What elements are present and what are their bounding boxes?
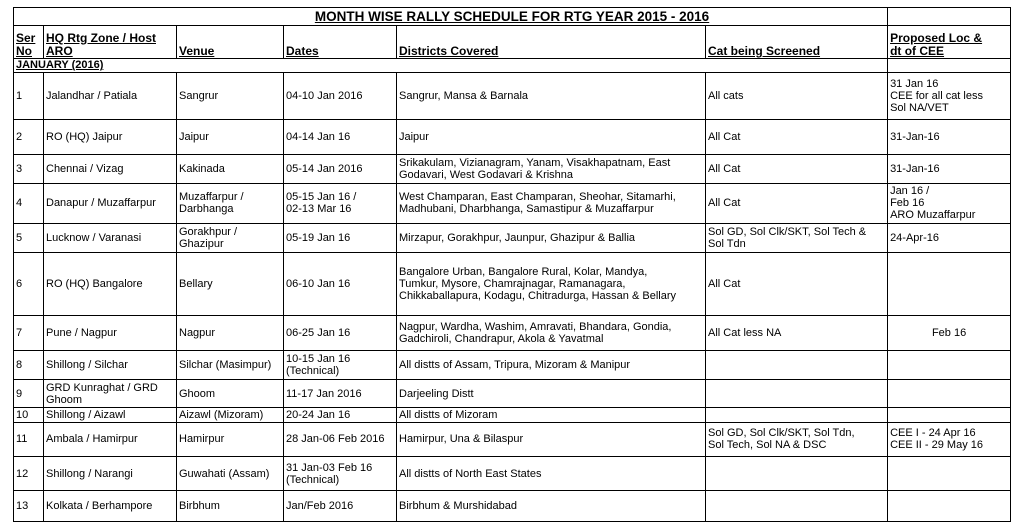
dates-cell <box>284 184 397 224</box>
loc-cell <box>888 184 1011 224</box>
dates-text: 05-14 Jan 2016 <box>286 162 363 175</box>
cat-cell <box>706 380 888 407</box>
loc-cell <box>888 223 1011 253</box>
loc-text: Sol NA/VET <box>890 102 949 115</box>
dates-text: Jan/Feb 2016 <box>286 500 354 513</box>
venue-cell <box>177 380 284 407</box>
ser-cell: 6 <box>14 253 44 316</box>
loc-cell <box>888 154 1011 184</box>
zone-text: Shillong / Aizawl <box>46 409 126 422</box>
venue-cell <box>177 154 284 184</box>
districts-text: Jaipur <box>399 130 429 143</box>
dates-text: (Technical) <box>286 365 340 378</box>
dates-cell <box>284 491 397 522</box>
header-loc-line1: Proposed Loc & <box>890 30 983 45</box>
districts-text: Madhubani, Dharbhanga, Samastipur & Muzaffarpur <box>399 203 654 216</box>
venue-cell <box>177 456 284 491</box>
zone-cell <box>44 154 177 184</box>
districts-text: All distts of Assam, Tripura, Mizoram & Manipur <box>399 359 631 372</box>
zone-text: Shillong / Narangi <box>46 467 133 480</box>
loc-text: 31 Jan 16 <box>890 78 939 91</box>
header-zone-line2: ARO <box>46 43 73 58</box>
venue-cell <box>177 423 284 457</box>
venue-cell <box>177 223 284 253</box>
loc-cell <box>888 253 1011 316</box>
districts-text: Tumkur, Mysore, Chamrajnagar, Ramanagara, <box>399 278 626 291</box>
cat-cell <box>706 350 888 380</box>
cat-text: Sol GD, Sol Clk/SKT, Sol Tdn, <box>708 427 855 440</box>
venue-text: Silchar (Masimpur) <box>179 359 272 372</box>
districts-text: Darjeeling Distt <box>399 387 474 400</box>
zone-text: Jalandhar / Patiala <box>46 90 138 103</box>
header-ser <box>14 26 44 59</box>
venue-cell <box>177 184 284 224</box>
dates-text: 04-10 Jan 2016 <box>286 90 363 103</box>
dates-cell <box>284 223 397 253</box>
districts-cell <box>397 407 706 422</box>
zone-cell <box>44 184 177 224</box>
districts-text: Srikakulam, Vizianagram, Yanam, Visakhapatnam, East <box>399 156 671 169</box>
header-loc-line2: dt of CEE <box>890 43 945 58</box>
cat-cell <box>706 407 888 422</box>
dates-text: 05-19 Jan 16 <box>286 231 351 244</box>
loc-cell <box>888 407 1011 422</box>
zone-cell <box>44 223 177 253</box>
loc-cell <box>888 423 1011 457</box>
ser-cell: 8 <box>14 350 44 380</box>
districts-cell <box>397 184 706 224</box>
districts-cell <box>397 316 706 351</box>
loc-text: CEE I - 24 Apr 16 <box>890 427 976 440</box>
ser-cell: 1 <box>14 73 44 120</box>
dates-text: 04-14 Jan 16 <box>286 130 351 143</box>
districts-text: All distts of Mizoram <box>399 409 498 422</box>
cat-cell <box>706 316 888 351</box>
venue-cell <box>177 491 284 522</box>
dates-cell <box>284 253 397 316</box>
loc-text: Jan 16 / <box>890 185 930 198</box>
venue-text: Jaipur <box>179 130 209 143</box>
districts-text: West Champaran, East Champaran, Sheohar, Sitamarhi, <box>399 191 676 204</box>
venue-text: Aizawl (Mizoram) <box>179 409 264 422</box>
dates-text: 06-25 Jan 16 <box>286 327 351 340</box>
zone-text: Ghoom <box>46 393 83 406</box>
zone-cell <box>44 407 177 422</box>
cat-text: All Cat <box>708 162 741 175</box>
venue-cell <box>177 407 284 422</box>
table-row <box>14 350 1011 380</box>
venue-text: Birbhum <box>179 500 220 513</box>
zone-cell <box>44 253 177 316</box>
loc-text: 31-Jan-16 <box>890 130 940 143</box>
districts-text: Bangalore Urban, Bangalore Rural, Kolar, Mandya, <box>399 266 648 279</box>
districts-cell <box>397 423 706 457</box>
districts-cell <box>397 154 706 184</box>
ser-cell: 9 <box>14 380 44 407</box>
venue-text: Ghazipur <box>179 237 224 250</box>
districts-cell <box>397 350 706 380</box>
venue-text: Darbhanga <box>179 203 234 216</box>
venue-text: Gorakhpur / <box>179 225 238 238</box>
districts-text: All distts of North East States <box>399 467 542 480</box>
dates-cell <box>284 407 397 422</box>
loc-text: CEE II - 29 May 16 <box>890 439 983 452</box>
loc-text: CEE for all cat less <box>890 90 983 103</box>
zone-text: Ambala / Hamirpur <box>46 433 138 446</box>
zone-text: RO (HQ) Bangalore <box>46 278 143 291</box>
dates-cell <box>284 456 397 491</box>
districts-cell <box>397 456 706 491</box>
dates-cell <box>284 423 397 457</box>
districts-text: Godavari, West Godavari & Krishna <box>399 168 574 181</box>
zone-cell <box>44 380 177 407</box>
table-row <box>14 456 1011 491</box>
districts-cell <box>397 119 706 154</box>
dates-text: (Technical) <box>286 473 340 486</box>
dates-cell <box>284 73 397 120</box>
ser-cell: 7 <box>14 316 44 351</box>
zone-text: Kolkata / Berhampore <box>46 500 153 513</box>
rally-schedule-table <box>13 7 1011 522</box>
loc-text: 24-Apr-16 <box>890 231 939 244</box>
venue-cell <box>177 119 284 154</box>
header-ser-line1: Ser <box>16 30 36 45</box>
cat-cell <box>706 184 888 224</box>
dates-cell <box>284 350 397 380</box>
cat-cell <box>706 73 888 120</box>
cat-text: All cats <box>708 90 744 103</box>
venue-text: Kakinada <box>179 162 225 175</box>
zone-cell <box>44 119 177 154</box>
table-row <box>14 316 1011 351</box>
dates-cell <box>284 154 397 184</box>
page-title: MONTH WISE RALLY SCHEDULE FOR RTG YEAR 2015 - 2016 <box>14 8 888 26</box>
month-label: JANUARY (2016) <box>14 58 888 72</box>
venue-text: Sangrur <box>179 90 219 103</box>
dates-text: 02-13 Mar 16 <box>286 203 352 216</box>
title-blank-cell <box>888 8 1011 26</box>
loc-text: Feb 16 <box>890 197 925 210</box>
venue-text: Guwahati (Assam) <box>179 467 270 480</box>
zone-text: RO (HQ) Jaipur <box>46 130 123 143</box>
venue-cell <box>177 73 284 120</box>
header-ser-line2: No <box>16 43 32 58</box>
loc-text: 31-Jan-16 <box>890 162 940 175</box>
zone-cell <box>44 491 177 522</box>
loc-cell <box>888 119 1011 154</box>
dates-text: 20-24 Jan 16 <box>286 409 351 422</box>
cat-cell <box>706 491 888 522</box>
dates-cell <box>284 380 397 407</box>
loc-cell <box>888 350 1011 380</box>
districts-text: Gadchiroli, Chandrapur, Akola & Yavatmal <box>399 333 604 346</box>
cat-text: All Cat less NA <box>708 327 782 340</box>
districts-cell <box>397 380 706 407</box>
header-zone <box>44 26 177 59</box>
zone-text: Shillong / Silchar <box>46 359 128 372</box>
loc-text: ARO Muzaffarpur <box>890 209 976 222</box>
venue-cell <box>177 253 284 316</box>
header-dates: Dates <box>284 26 397 59</box>
cat-cell <box>706 119 888 154</box>
month-row <box>14 58 1011 72</box>
districts-cell <box>397 253 706 316</box>
ser-cell: 4 <box>14 184 44 224</box>
month-blank-cell <box>888 58 1011 72</box>
loc-cell <box>888 73 1011 120</box>
zone-cell <box>44 423 177 457</box>
dates-text: 05-15 Jan 16 / <box>286 191 357 204</box>
cat-text: All Cat <box>708 130 741 143</box>
ser-cell: 10 <box>14 407 44 422</box>
header-districts: Districts Covered <box>397 26 706 59</box>
districts-text: Mirzapur, Gorakhpur, Jaunpur, Ghazipur & Ballia <box>399 231 636 244</box>
cat-cell <box>706 456 888 491</box>
cat-text: Sol Tdn <box>708 237 746 250</box>
dates-cell <box>284 119 397 154</box>
dates-text: 28 Jan-06 Feb 2016 <box>286 433 385 446</box>
ser-cell: 12 <box>14 456 44 491</box>
table-row <box>14 253 1011 316</box>
venue-text: Ghoom <box>179 387 216 400</box>
cat-text: All Cat <box>708 197 741 210</box>
ser-cell: 5 <box>14 223 44 253</box>
table-row <box>14 119 1011 154</box>
dates-text: 11-17 Jan 2016 <box>286 387 362 400</box>
districts-text: Nagpur, Wardha, Washim, Amravati, Bhandara, Gondia, <box>399 321 672 334</box>
ser-cell: 2 <box>14 119 44 154</box>
cat-text: Sol Tech, Sol NA & DSC <box>708 439 827 452</box>
header-loc <box>888 26 1011 59</box>
header-cat: Cat being Screened <box>706 26 888 59</box>
zone-text: Chennai / Vizag <box>46 162 124 175</box>
districts-text: Birbhum & Murshidabad <box>399 500 518 513</box>
zone-text: Pune / Nagpur <box>46 327 117 340</box>
districts-cell <box>397 491 706 522</box>
table-row <box>14 423 1011 457</box>
table-row <box>14 407 1011 422</box>
ser-cell: 3 <box>14 154 44 184</box>
table-row <box>14 491 1011 522</box>
loc-cell <box>888 456 1011 491</box>
cat-text: All Cat <box>708 278 741 291</box>
title-row <box>14 8 1011 26</box>
districts-text: Chikkaballapura, Kodagu, Chitradurga, Hassan & Bellary <box>399 290 676 303</box>
table-row <box>14 154 1011 184</box>
zone-cell <box>44 350 177 380</box>
venue-text: Bellary <box>179 278 213 291</box>
districts-text: Sangrur, Mansa & Barnala <box>399 90 529 103</box>
loc-cell <box>888 491 1011 522</box>
venue-cell <box>177 316 284 351</box>
venue-cell <box>177 350 284 380</box>
venue-text: Nagpur <box>179 327 216 340</box>
zone-cell <box>44 316 177 351</box>
venue-text: Muzaffarpur / <box>179 191 244 204</box>
cat-cell <box>706 223 888 253</box>
header-row <box>14 26 1011 59</box>
zone-cell <box>44 456 177 491</box>
cat-text: Sol GD, Sol Clk/SKT, Sol Tech & <box>708 225 867 238</box>
districts-text: Hamirpur, Una & Bilaspur <box>399 433 524 446</box>
table-row <box>14 380 1011 407</box>
cat-cell <box>706 154 888 184</box>
venue-text: Hamirpur <box>179 433 225 446</box>
dates-text: 31 Jan-03 Feb 16 <box>286 461 373 474</box>
zone-text: GRD Kunraghat / GRD <box>46 381 158 394</box>
loc-cell <box>888 316 1011 351</box>
table-row <box>14 73 1011 120</box>
cat-cell <box>706 423 888 457</box>
ser-cell: 13 <box>14 491 44 522</box>
dates-cell <box>284 316 397 351</box>
cat-cell <box>706 253 888 316</box>
table-row <box>14 184 1011 224</box>
districts-cell <box>397 73 706 120</box>
table-row <box>14 223 1011 253</box>
dates-text: 10-15 Jan 16 <box>286 353 351 366</box>
zone-cell <box>44 73 177 120</box>
header-zone-line1: HQ Rtg Zone / Host <box>46 30 156 45</box>
zone-text: Danapur / Muzaffarpur <box>46 197 156 210</box>
zone-text: Lucknow / Varanasi <box>46 231 142 244</box>
ser-cell: 11 <box>14 423 44 457</box>
header-venue: Venue <box>177 26 284 59</box>
loc-text: Feb 16 <box>931 327 967 340</box>
loc-cell <box>888 380 1011 407</box>
dates-text: 06-10 Jan 16 <box>286 278 351 291</box>
districts-cell <box>397 223 706 253</box>
